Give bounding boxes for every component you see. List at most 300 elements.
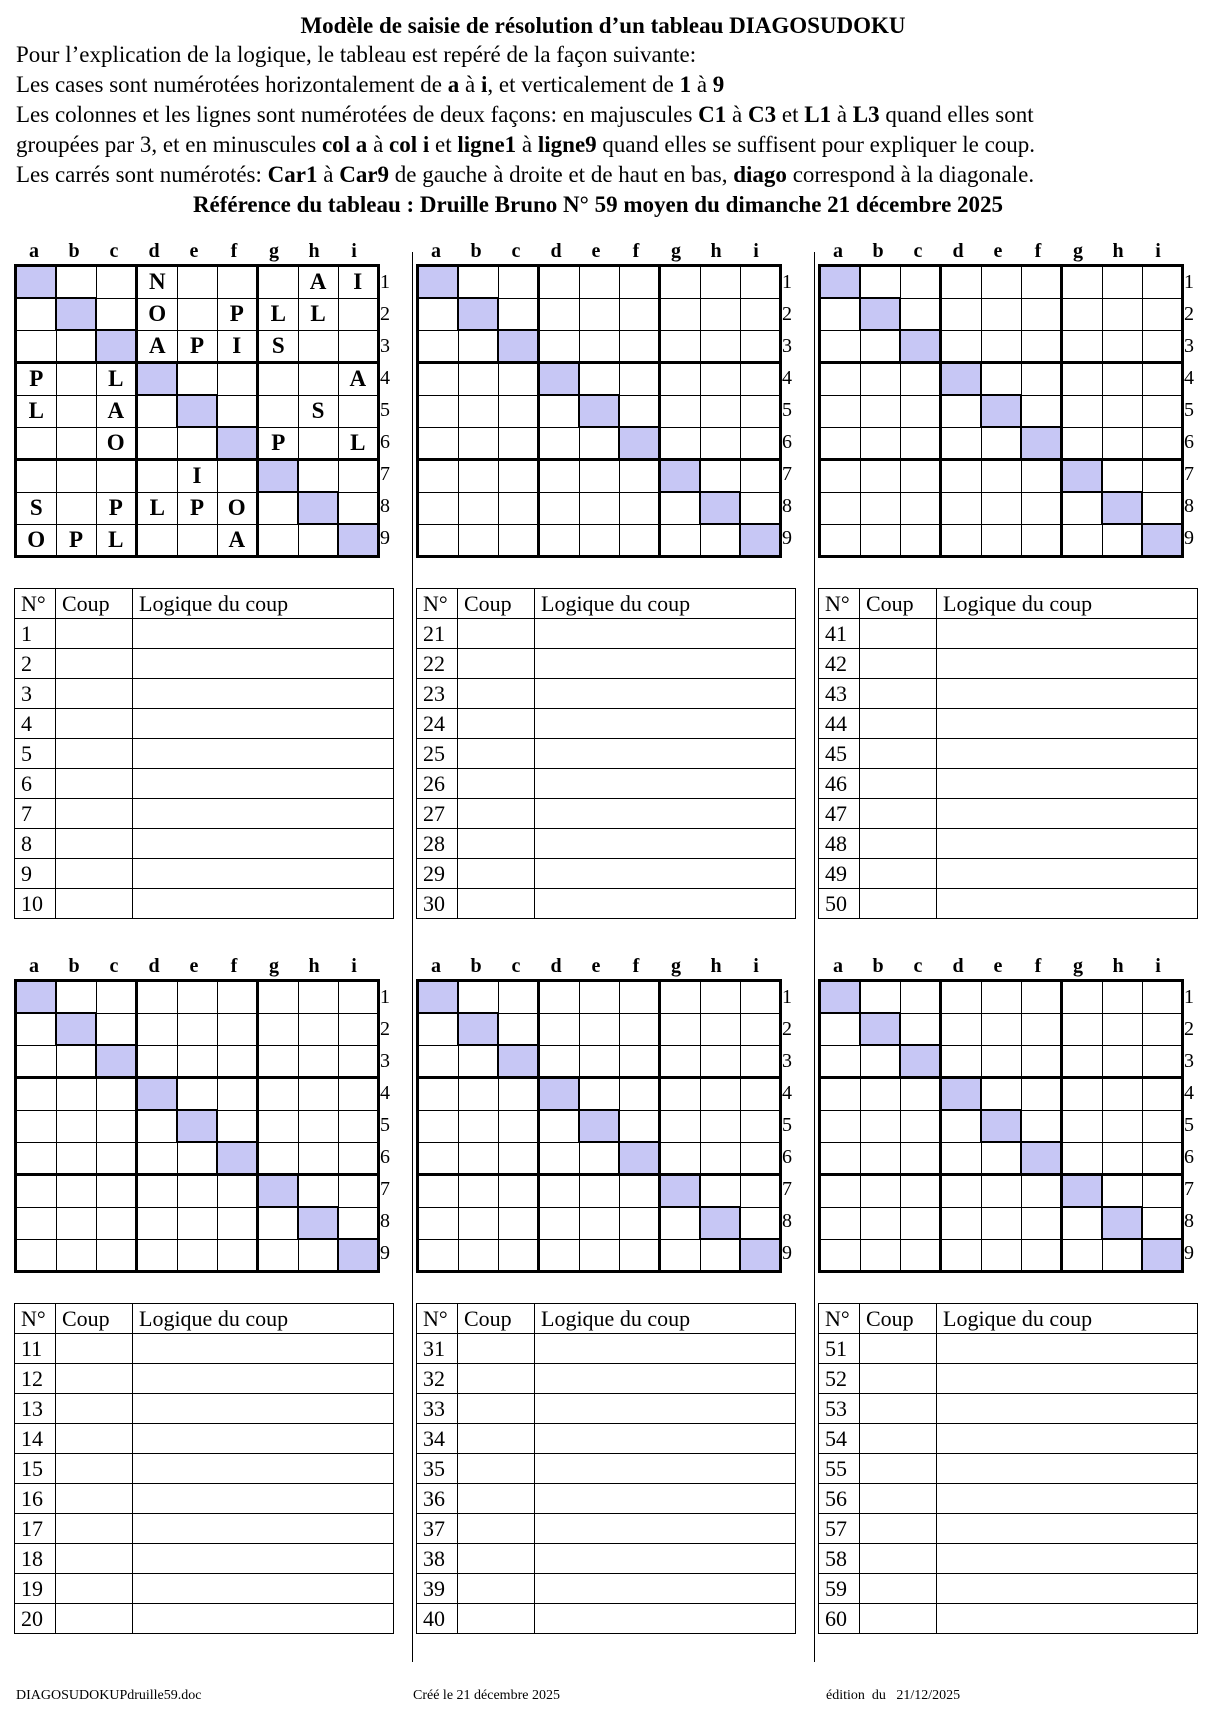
sudoku-cell[interactable]: P [56,524,96,557]
logic-entry-field[interactable] [535,799,796,829]
sudoku-cell[interactable] [700,1078,740,1111]
logic-entry-field[interactable] [937,1424,1198,1454]
sudoku-cell[interactable] [900,460,941,493]
sudoku-cell[interactable] [660,427,701,460]
sudoku-cell[interactable] [1102,330,1142,363]
diagonal-cell[interactable] [660,1175,701,1208]
sudoku-cell[interactable]: N [137,266,178,299]
sudoku-cell[interactable] [981,1078,1021,1111]
sudoku-cell[interactable]: O [217,492,258,524]
sudoku-cell[interactable] [619,524,660,557]
move-entry-field[interactable] [458,1334,535,1364]
move-entry-field[interactable] [458,679,535,709]
diagonal-cell[interactable] [418,266,459,299]
diagonal-cell[interactable] [700,1207,740,1239]
sudoku-cell[interactable] [1102,1142,1142,1175]
sudoku-cell[interactable] [660,1239,701,1272]
sudoku-cell[interactable] [498,460,539,493]
sudoku-cell[interactable] [418,298,459,330]
sudoku-cell[interactable] [458,1045,498,1078]
sudoku-cell[interactable] [1102,1110,1142,1142]
sudoku-cell[interactable] [539,1045,580,1078]
sudoku-cell[interactable] [941,1239,982,1272]
sudoku-cell[interactable] [1021,266,1062,299]
sudoku-cell[interactable] [56,266,96,299]
logic-entry-field[interactable] [937,1574,1198,1604]
sudoku-cell[interactable] [579,330,619,363]
sudoku-cell[interactable] [1021,298,1062,330]
move-entry-field[interactable] [458,889,535,919]
sudoku-cell[interactable] [1062,363,1103,396]
sudoku-cell[interactable] [418,1175,459,1208]
diagonal-cell[interactable] [981,1110,1021,1142]
sudoku-cell[interactable] [941,1142,982,1175]
sudoku-cell[interactable] [740,1207,781,1239]
sudoku-cell[interactable] [258,1207,299,1239]
sudoku-cell[interactable] [740,266,781,299]
sudoku-cell[interactable] [96,1142,137,1175]
sudoku-cell[interactable] [860,363,900,396]
logic-entry-field[interactable] [937,769,1198,799]
diagonal-cell[interactable] [700,492,740,524]
sudoku-cell[interactable] [740,1013,781,1045]
sudoku-cell[interactable] [579,363,619,396]
sudoku-cell[interactable] [258,395,299,427]
sudoku-cell[interactable] [298,1078,338,1111]
sudoku-cell[interactable] [16,1175,57,1208]
diagonal-cell[interactable] [217,1142,258,1175]
sudoku-cell[interactable] [1142,427,1183,460]
sudoku-cell[interactable] [539,981,580,1014]
sudoku-cell[interactable]: I [177,460,217,493]
sudoku-cell[interactable] [1102,1078,1142,1111]
sudoku-cell[interactable] [981,492,1021,524]
sudoku-cell[interactable] [498,1175,539,1208]
sudoku-cell[interactable] [498,266,539,299]
sudoku-cell[interactable] [177,981,217,1014]
move-entry-field[interactable] [860,1514,937,1544]
sudoku-cell[interactable] [660,395,701,427]
sudoku-cell[interactable] [1142,1110,1183,1142]
diagonal-cell[interactable] [458,1013,498,1045]
sudoku-cell[interactable] [177,1239,217,1272]
sudoku-cell[interactable]: O [16,524,57,557]
sudoku-cell[interactable]: P [16,363,57,396]
sudoku-cell[interactable] [579,1175,619,1208]
sudoku-cell[interactable] [579,1207,619,1239]
sudoku-cell[interactable] [860,1078,900,1111]
diagonal-cell[interactable] [338,1239,379,1272]
sudoku-cell[interactable] [539,395,580,427]
sudoku-cell[interactable] [1102,427,1142,460]
logic-entry-field[interactable] [133,889,394,919]
diagonal-cell[interactable] [1021,1142,1062,1175]
sudoku-cell[interactable] [619,363,660,396]
sudoku-cell[interactable]: P [258,427,299,460]
sudoku-cell[interactable] [258,492,299,524]
move-entry-field[interactable] [56,1424,133,1454]
sudoku-cell[interactable] [1102,1045,1142,1078]
sudoku-cell[interactable] [16,298,57,330]
sudoku-cell[interactable] [418,1045,459,1078]
sudoku-cell[interactable] [660,1045,701,1078]
sudoku-cell[interactable] [820,330,861,363]
sudoku-cell[interactable] [458,363,498,396]
sudoku-cell[interactable] [258,266,299,299]
move-entry-field[interactable] [860,1484,937,1514]
diagonal-cell[interactable] [619,427,660,460]
sudoku-cell[interactable] [539,427,580,460]
move-entry-field[interactable] [860,1574,937,1604]
sudoku-cell[interactable] [860,492,900,524]
move-entry-field[interactable] [860,799,937,829]
sudoku-cell[interactable] [1102,266,1142,299]
sudoku-cell[interactable] [56,1239,96,1272]
sudoku-cell[interactable] [941,1207,982,1239]
sudoku-cell[interactable] [1102,1013,1142,1045]
sudoku-cell[interactable] [16,330,57,363]
sudoku-cell[interactable] [579,460,619,493]
sudoku-cell[interactable] [740,1142,781,1175]
sudoku-cell[interactable]: O [137,298,178,330]
sudoku-cell[interactable] [418,1013,459,1045]
move-entry-field[interactable] [860,769,937,799]
sudoku-cell[interactable] [96,1110,137,1142]
sudoku-cell[interactable] [860,1142,900,1175]
sudoku-cell[interactable] [1021,330,1062,363]
sudoku-cell[interactable] [458,460,498,493]
diagonal-cell[interactable] [579,1110,619,1142]
move-entry-field[interactable] [56,709,133,739]
sudoku-cell[interactable] [458,981,498,1014]
sudoku-cell[interactable] [981,1207,1021,1239]
sudoku-cell[interactable] [539,1175,580,1208]
sudoku-cell[interactable] [258,1045,299,1078]
logic-entry-field[interactable] [535,769,796,799]
logic-entry-field[interactable] [133,1424,394,1454]
sudoku-cell[interactable] [338,395,379,427]
sudoku-cell[interactable] [660,492,701,524]
diagonal-cell[interactable] [16,266,57,299]
sudoku-cell[interactable] [1062,1045,1103,1078]
sudoku-cell[interactable]: P [217,298,258,330]
sudoku-cell[interactable] [418,492,459,524]
move-entry-field[interactable] [458,859,535,889]
sudoku-cell[interactable] [619,460,660,493]
sudoku-cell[interactable] [498,1142,539,1175]
sudoku-cell[interactable] [900,1013,941,1045]
move-entry-field[interactable] [458,1424,535,1454]
sudoku-cell[interactable] [579,427,619,460]
sudoku-cell[interactable] [700,1045,740,1078]
diagonal-cell[interactable] [1021,427,1062,460]
move-entry-field[interactable] [56,1394,133,1424]
diagonal-cell[interactable] [498,1045,539,1078]
diagonal-cell[interactable] [820,981,861,1014]
logic-entry-field[interactable] [937,859,1198,889]
logic-entry-field[interactable] [133,829,394,859]
sudoku-cell[interactable] [941,981,982,1014]
sudoku-cell[interactable] [56,330,96,363]
move-entry-field[interactable] [56,1514,133,1544]
move-entry-field[interactable] [860,679,937,709]
sudoku-cell[interactable] [96,1207,137,1239]
sudoku-cell[interactable] [96,1013,137,1045]
sudoku-cell[interactable] [700,330,740,363]
sudoku-cell[interactable] [981,427,1021,460]
sudoku-cell[interactable] [1062,427,1103,460]
logic-entry-field[interactable] [133,679,394,709]
logic-entry-field[interactable] [535,1514,796,1544]
logic-entry-field[interactable] [937,889,1198,919]
sudoku-cell[interactable] [820,1078,861,1111]
sudoku-cell[interactable] [981,1142,1021,1175]
sudoku-cell[interactable] [900,981,941,1014]
sudoku-cell[interactable] [458,1078,498,1111]
sudoku-cell[interactable] [498,524,539,557]
sudoku-cell[interactable] [700,1239,740,1272]
sudoku-cell[interactable] [1062,492,1103,524]
sudoku-cell[interactable] [740,427,781,460]
move-entry-field[interactable] [56,1484,133,1514]
sudoku-cell[interactable]: L [16,395,57,427]
sudoku-cell[interactable] [56,1045,96,1078]
sudoku-cell[interactable] [619,1110,660,1142]
logic-entry-field[interactable] [535,619,796,649]
diagonal-cell[interactable] [177,395,217,427]
sudoku-cell[interactable] [137,1207,178,1239]
sudoku-cell[interactable] [458,1207,498,1239]
logic-entry-field[interactable] [937,1334,1198,1364]
logic-entry-field[interactable] [937,739,1198,769]
sudoku-cell[interactable] [418,1110,459,1142]
sudoku-cell[interactable] [498,1013,539,1045]
sudoku-cell[interactable] [96,1175,137,1208]
diagonal-cell[interactable] [860,298,900,330]
move-entry-field[interactable] [56,619,133,649]
logic-entry-field[interactable] [937,1544,1198,1574]
sudoku-cell[interactable] [458,492,498,524]
logic-entry-field[interactable] [535,1484,796,1514]
sudoku-cell[interactable] [1062,1110,1103,1142]
sudoku-cell[interactable]: L [258,298,299,330]
sudoku-cell[interactable] [498,363,539,396]
sudoku-cell[interactable] [298,1045,338,1078]
sudoku-cell[interactable] [1062,266,1103,299]
sudoku-cell[interactable] [498,1110,539,1142]
sudoku-cell[interactable]: S [298,395,338,427]
logic-entry-field[interactable] [535,1424,796,1454]
sudoku-cell[interactable] [56,1142,96,1175]
diagonal-cell[interactable] [740,524,781,557]
sudoku-cell[interactable] [539,460,580,493]
sudoku-cell[interactable] [298,1110,338,1142]
move-entry-field[interactable] [860,709,937,739]
sudoku-cell[interactable] [338,1142,379,1175]
sudoku-cell[interactable] [338,330,379,363]
sudoku-cell[interactable] [458,524,498,557]
move-entry-field[interactable] [458,799,535,829]
diagonal-cell[interactable] [137,363,178,396]
sudoku-cell[interactable] [16,1045,57,1078]
sudoku-cell[interactable] [941,1013,982,1045]
sudoku-cell[interactable] [740,1110,781,1142]
sudoku-cell[interactable] [217,1239,258,1272]
sudoku-cell[interactable] [16,427,57,460]
sudoku-cell[interactable] [820,1142,861,1175]
sudoku-cell[interactable] [258,1239,299,1272]
sudoku-cell[interactable]: I [217,330,258,363]
sudoku-cell[interactable] [177,1142,217,1175]
sudoku-cell[interactable] [619,1175,660,1208]
sudoku-cell[interactable] [820,1110,861,1142]
sudoku-cell[interactable] [660,1142,701,1175]
sudoku-cell[interactable] [338,298,379,330]
sudoku-cell[interactable] [539,298,580,330]
move-entry-field[interactable] [458,1544,535,1574]
move-entry-field[interactable] [860,1364,937,1394]
sudoku-cell[interactable] [900,266,941,299]
sudoku-cell[interactable] [941,298,982,330]
diagonal-cell[interactable] [498,330,539,363]
diagonal-cell[interactable] [900,330,941,363]
sudoku-cell[interactable] [498,981,539,1014]
sudoku-cell[interactable] [217,1013,258,1045]
diagonal-cell[interactable] [1142,524,1183,557]
sudoku-cell[interactable] [458,427,498,460]
sudoku-cell[interactable] [941,330,982,363]
diagonal-cell[interactable] [579,395,619,427]
sudoku-cell[interactable] [498,427,539,460]
sudoku-cell[interactable] [860,266,900,299]
sudoku-cell[interactable] [539,1207,580,1239]
sudoku-cell[interactable] [338,1045,379,1078]
sudoku-cell[interactable] [137,427,178,460]
sudoku-cell[interactable] [900,1078,941,1111]
logic-entry-field[interactable] [937,1394,1198,1424]
sudoku-cell[interactable] [177,1013,217,1045]
sudoku-cell[interactable] [217,1175,258,1208]
sudoku-cell[interactable] [56,1110,96,1142]
move-entry-field[interactable] [860,739,937,769]
sudoku-cell[interactable] [458,1110,498,1142]
sudoku-cell[interactable] [177,427,217,460]
sudoku-cell[interactable] [1021,1207,1062,1239]
diagonal-cell[interactable] [539,1078,580,1111]
sudoku-cell[interactable] [258,1013,299,1045]
sudoku-cell[interactable] [941,1045,982,1078]
sudoku-cell[interactable] [941,427,982,460]
sudoku-cell[interactable] [579,1013,619,1045]
sudoku-cell[interactable] [981,1045,1021,1078]
logic-entry-field[interactable] [535,709,796,739]
move-entry-field[interactable] [860,1394,937,1424]
move-entry-field[interactable] [860,1544,937,1574]
sudoku-cell[interactable] [56,981,96,1014]
diagonal-cell[interactable] [1102,492,1142,524]
sudoku-cell[interactable] [820,298,861,330]
sudoku-cell[interactable] [298,427,338,460]
logic-entry-field[interactable] [535,889,796,919]
sudoku-cell[interactable] [298,1013,338,1045]
sudoku-cell[interactable] [900,298,941,330]
diagonal-cell[interactable] [458,298,498,330]
sudoku-cell[interactable] [981,363,1021,396]
sudoku-cell[interactable] [1021,492,1062,524]
move-entry-field[interactable] [458,1574,535,1604]
sudoku-cell[interactable] [740,1175,781,1208]
sudoku-cell[interactable] [1142,266,1183,299]
diagonal-cell[interactable] [1142,1239,1183,1272]
sudoku-cell[interactable] [700,524,740,557]
sudoku-cell[interactable] [1021,460,1062,493]
sudoku-cell[interactable] [820,1239,861,1272]
sudoku-cell[interactable] [16,1013,57,1045]
move-entry-field[interactable] [458,739,535,769]
sudoku-cell[interactable] [900,1239,941,1272]
sudoku-cell[interactable] [338,1207,379,1239]
diagonal-cell[interactable] [1062,460,1103,493]
sudoku-cell[interactable] [418,460,459,493]
sudoku-cell[interactable] [860,427,900,460]
sudoku-cell[interactable]: A [298,266,338,299]
sudoku-cell[interactable] [16,1142,57,1175]
logic-entry-field[interactable] [133,1364,394,1394]
sudoku-cell[interactable] [338,1110,379,1142]
sudoku-cell[interactable] [1142,981,1183,1014]
sudoku-cell[interactable] [539,1142,580,1175]
diagonal-cell[interactable] [660,460,701,493]
move-entry-field[interactable] [458,1484,535,1514]
diagonal-cell[interactable] [96,330,137,363]
sudoku-cell[interactable] [56,1078,96,1111]
sudoku-cell[interactable] [1062,298,1103,330]
sudoku-cell[interactable] [1142,492,1183,524]
sudoku-cell[interactable] [338,460,379,493]
move-entry-field[interactable] [56,1544,133,1574]
sudoku-cell[interactable] [137,1239,178,1272]
sudoku-cell[interactable] [740,1045,781,1078]
move-entry-field[interactable] [458,1604,535,1634]
sudoku-cell[interactable] [1142,363,1183,396]
sudoku-cell[interactable] [418,395,459,427]
logic-entry-field[interactable] [535,1574,796,1604]
sudoku-cell[interactable] [217,981,258,1014]
sudoku-cell[interactable]: P [177,330,217,363]
sudoku-cell[interactable] [900,1175,941,1208]
sudoku-cell[interactable] [56,427,96,460]
sudoku-cell[interactable] [137,1142,178,1175]
sudoku-cell[interactable] [177,1175,217,1208]
logic-entry-field[interactable] [133,1484,394,1514]
sudoku-cell[interactable] [619,492,660,524]
sudoku-cell[interactable] [660,1207,701,1239]
sudoku-cell[interactable] [820,1207,861,1239]
logic-entry-field[interactable] [937,679,1198,709]
sudoku-cell[interactable]: S [16,492,57,524]
sudoku-cell[interactable] [579,1078,619,1111]
sudoku-cell[interactable] [700,298,740,330]
sudoku-cell[interactable] [56,363,96,396]
sudoku-cell[interactable] [660,981,701,1014]
sudoku-cell[interactable] [177,524,217,557]
sudoku-cell[interactable] [338,981,379,1014]
sudoku-cell[interactable] [137,524,178,557]
sudoku-cell[interactable] [1021,1110,1062,1142]
diagonal-cell[interactable] [16,981,57,1014]
sudoku-cell[interactable] [1142,1078,1183,1111]
logic-entry-field[interactable] [535,859,796,889]
